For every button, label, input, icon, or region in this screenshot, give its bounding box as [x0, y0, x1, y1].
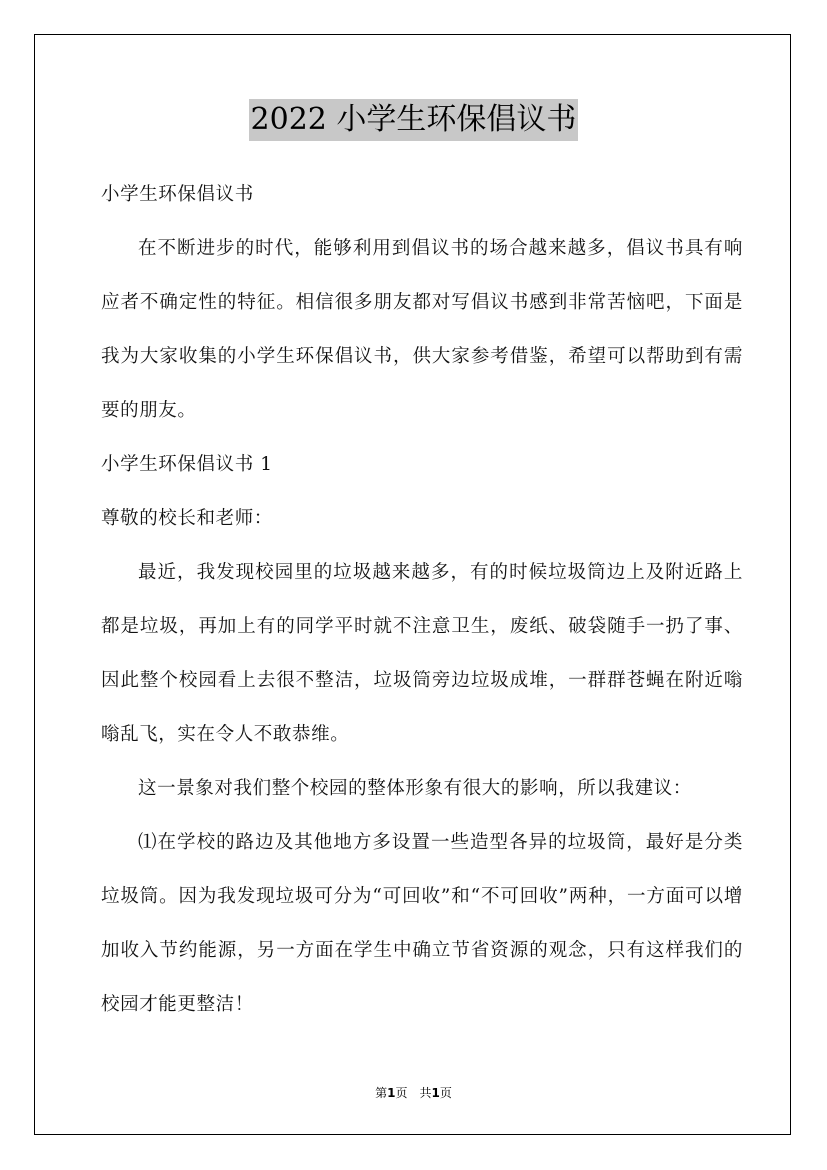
document-title: 2022 小学生环保倡议书 [249, 99, 579, 141]
paragraph: 在不断进步的时代，能够利用到倡议书的场合越来越多，倡议书具有响应者不确定性的特征。相信很多朋友都对写倡议书感到非常苦恼吧，下面是我为大家收集的小学生环保倡议书，供大家参考借鉴，希望可以帮助到有需要的朋友。 [101, 238, 743, 421]
paragraph: 这一景象对我们整个校园的整体形象有很大的影响，所以我建议： [138, 778, 692, 799]
page-footer [0, 1084, 827, 1101]
total-suffix: 页 [439, 1086, 452, 1100]
paragraph: 小学生环保倡议书 1 [101, 454, 273, 475]
page-prefix: 第 [375, 1086, 388, 1100]
page-number: 1 [387, 1086, 396, 1100]
page-suffix: 页 [395, 1086, 408, 1100]
document-body [101, 168, 743, 1032]
title-container [0, 99, 827, 141]
total-pages: 1 [431, 1086, 440, 1100]
paragraph: ⑴在学校的路边及其他地方多设置一些造型各异的垃圾筒，最好是分类垃圾筒。因为我发现垃圾可分为“可回收”和“不可回收”两种，一方面可以增加收入节约能源，另一方面在学生中确立节省资源的观念，只有这样我们的校园才能更整洁！ [101, 832, 743, 1015]
paragraph: 小学生环保倡议书 [101, 184, 254, 205]
paragraph: 最近，我发现校园里的垃圾越来越多，有的时候垃圾筒边上及附近路上都是垃圾，再加上有的同学平时就不注意卫生，废纸、破袋随手一扔了事、因此整个校园看上去很不整洁，垃圾筒旁边垃圾成堆，一群群苍蝇在附近嗡嗡乱飞，实在令人不敢恭维。 [101, 562, 743, 745]
paragraph: 尊敬的校长和老师： [101, 508, 273, 529]
total-prefix: 共 [419, 1086, 432, 1100]
